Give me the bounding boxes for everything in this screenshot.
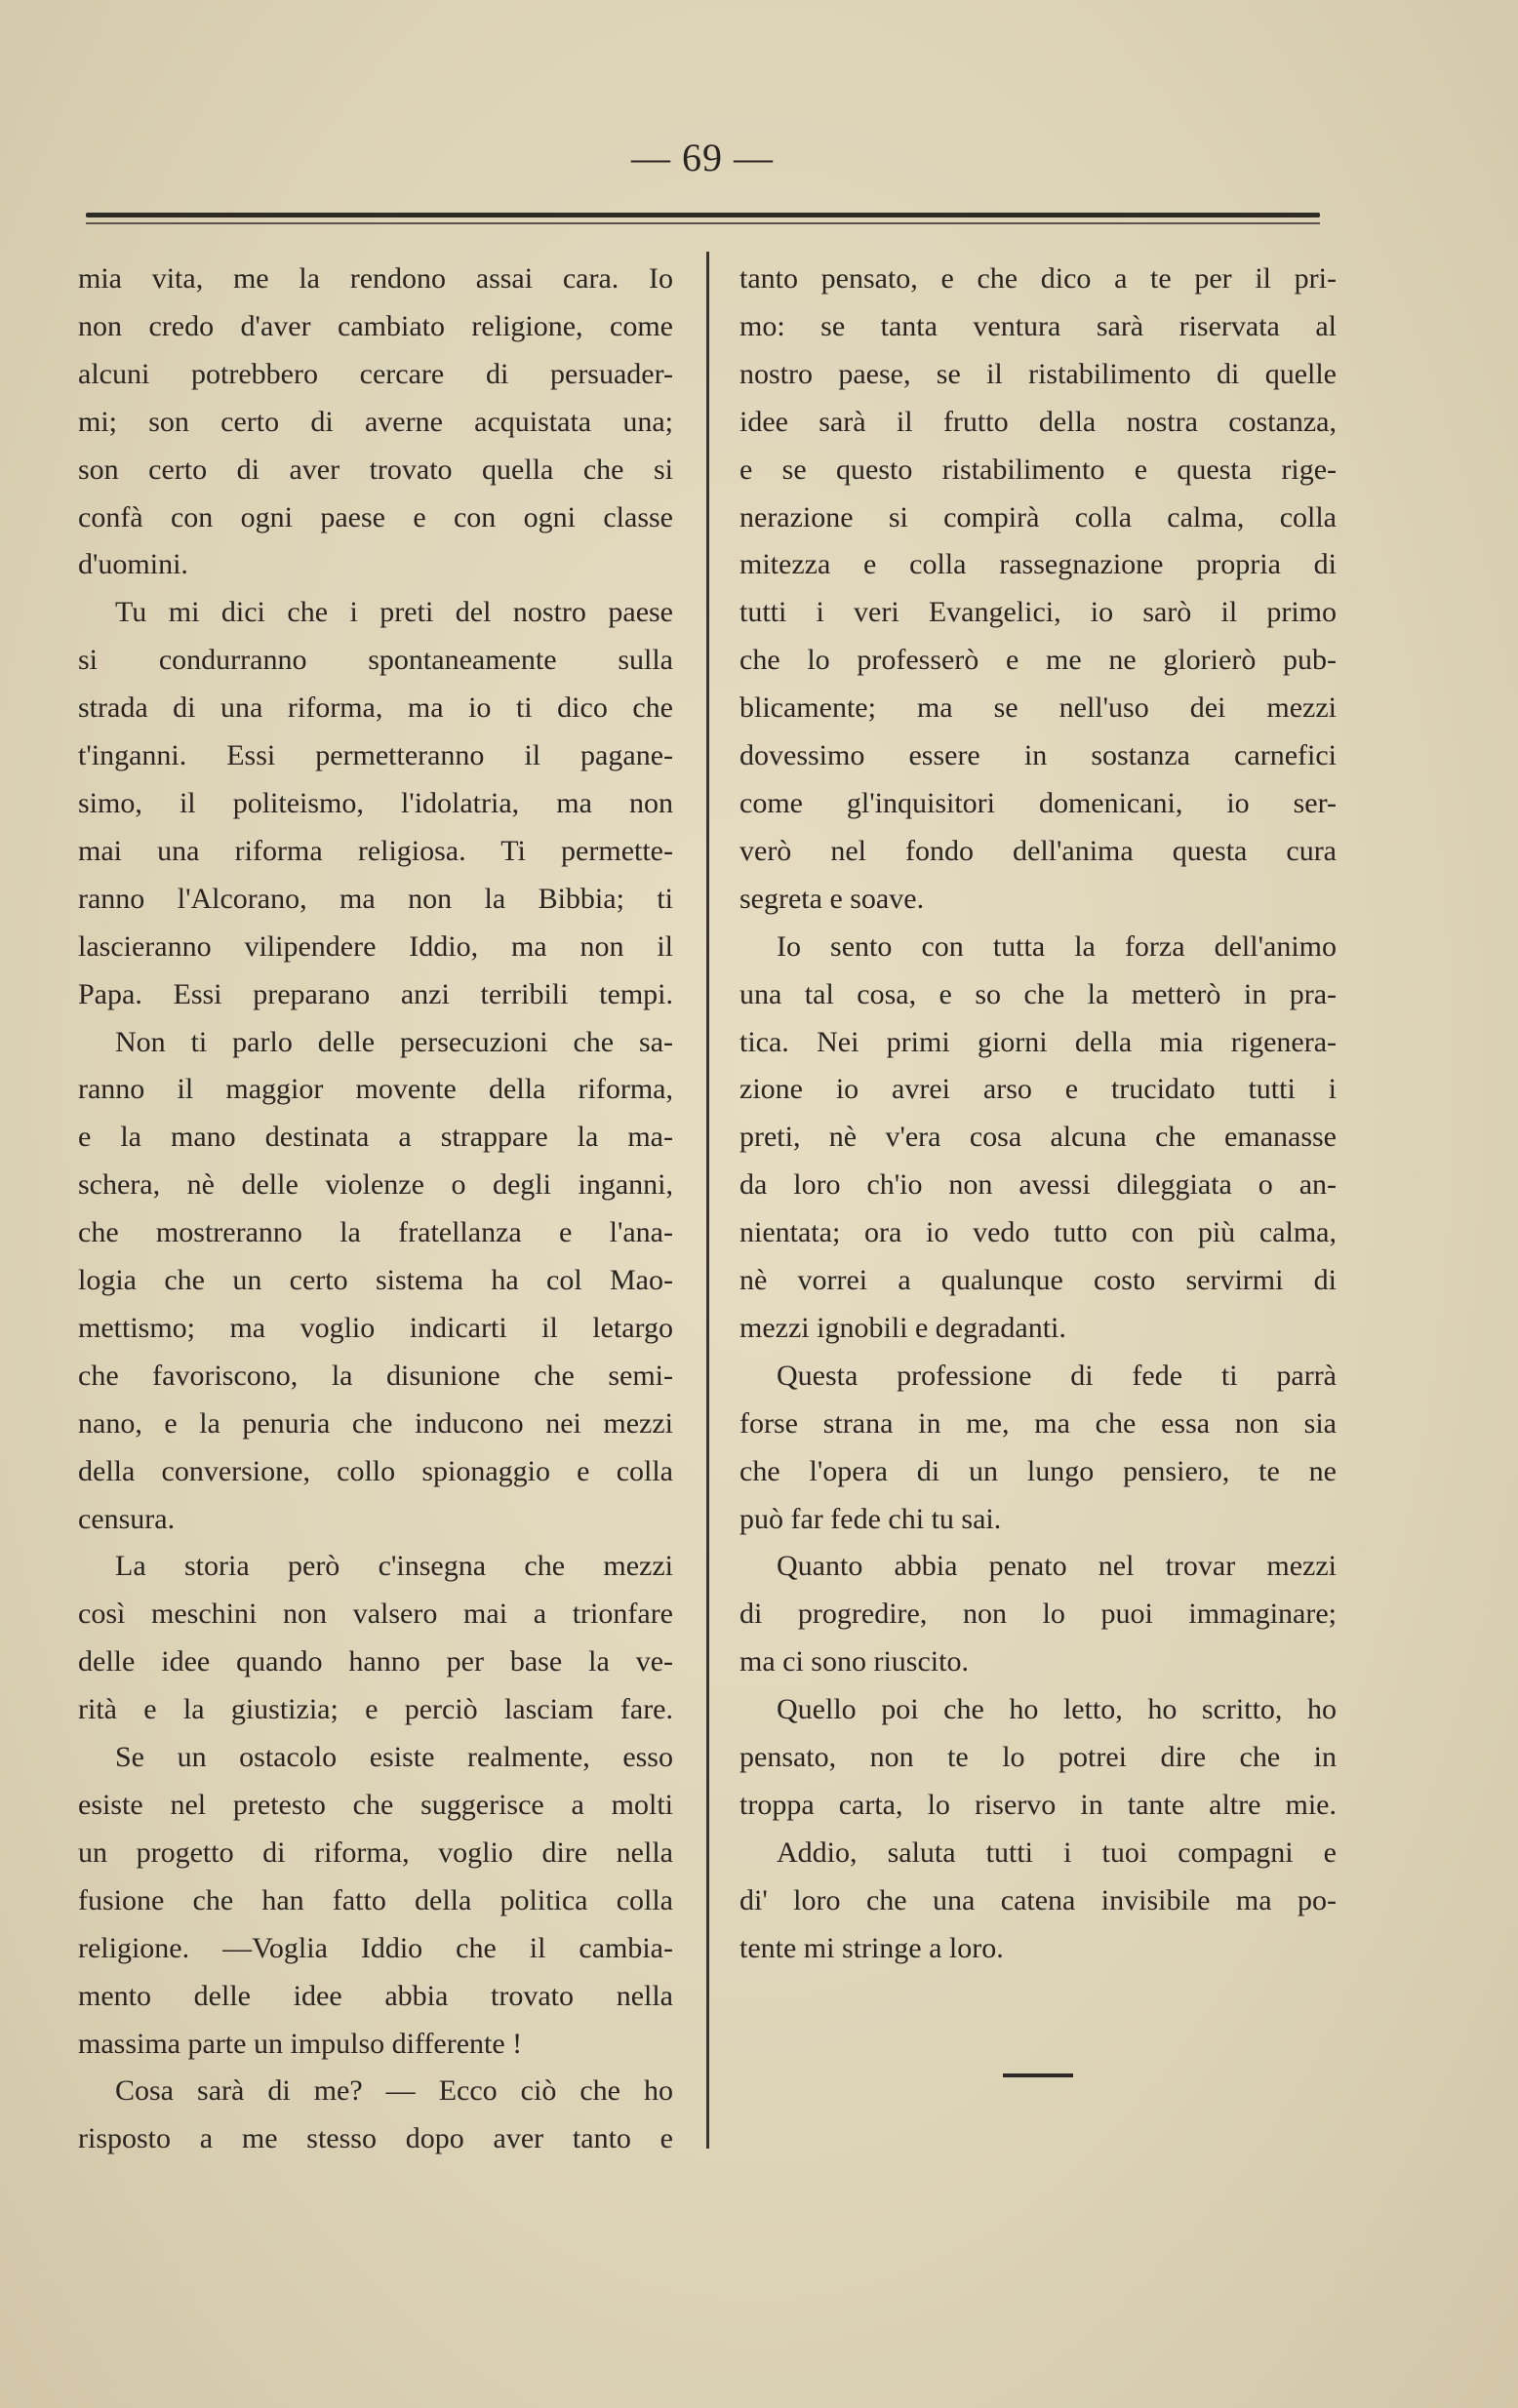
text-line: schera, nè delle violenze o degli inganni, xyxy=(78,1168,673,1202)
header-rule xyxy=(86,213,1320,217)
header-rule-thin xyxy=(86,222,1320,224)
text-line: mi; son certo di averne acquistata una; xyxy=(78,405,673,438)
text-line: che mostreranno la fratellanza e l'ana- xyxy=(78,1216,673,1249)
paragraph-start: Quanto abbia penato nel trovar mezzi xyxy=(777,1550,1337,1583)
paragraph-start: Io sento con tutta la forza dell'animo xyxy=(777,929,1337,963)
text-line: ranno l'Alcorano, ma non la Bibbia; ti xyxy=(78,882,673,915)
text-line: tica. Nei primi giorni della mia rigenera- xyxy=(739,1025,1337,1058)
right-column xyxy=(739,256,1337,1973)
text-line: delle idee quando hanno per base la ve- xyxy=(78,1645,673,1678)
paragraph-start: Tu mi dici che i preti del nostro paese xyxy=(115,596,673,629)
text-line: mia vita, me la rendono assai cara. Io xyxy=(78,262,673,295)
paragraph-start: Se un ostacolo esiste realmente, esso xyxy=(115,1741,673,1774)
text-line: logia che un certo sistema ha col Mao- xyxy=(78,1264,673,1297)
text-line: alcuni potrebbero cercare di persuader- xyxy=(78,357,673,390)
text-line: da loro ch'io non avessi dileggiata o an- xyxy=(739,1168,1337,1202)
text-line: religione. —Voglia Iddio che il cambia- xyxy=(78,1931,673,1964)
text-line: censura. xyxy=(78,1502,176,1535)
paragraph-start: Quello poi che ho letto, ho scritto, ho xyxy=(777,1693,1337,1726)
text-line: troppa carta, lo riservo in tante altre mie. xyxy=(739,1789,1337,1821)
text-line: mai una riforma religiosa. Ti permette- xyxy=(78,834,673,867)
text-line: forse strana in me, ma che essa non sia xyxy=(739,1406,1337,1440)
text-line: si condurranno spontaneamente sulla xyxy=(78,644,673,677)
text-line: nerazione si compirà colla calma, colla xyxy=(739,500,1337,533)
text-line: tutti i veri Evangelici, io sarò il primo xyxy=(739,596,1337,629)
closing-rule xyxy=(1003,2073,1073,2077)
text-line: può far fede chi tu sai. xyxy=(739,1502,1002,1535)
paragraph-start: Cosa sarà di me? — Ecco ciò che ho xyxy=(115,2074,673,2108)
text-line: zione io avrei arso e trucidato tutti i xyxy=(739,1073,1337,1106)
text-line: risposto a me stesso dopo aver tanto e xyxy=(78,2122,673,2155)
text-line: strada di una riforma, ma io ti dico che xyxy=(78,691,673,725)
text-line: che favoriscono, la disunione che semi- xyxy=(78,1359,673,1392)
text-line: nano, e la penuria che inducono nei mezzi xyxy=(78,1406,673,1440)
text-line: ma ci sono riuscito. xyxy=(739,1645,969,1678)
text-line: un progetto di riforma, voglio dire nella xyxy=(78,1836,673,1869)
text-line: e la mano destinata a strappare la ma- xyxy=(78,1121,673,1154)
text-line: nientata; ora io vedo tutto con più calma, xyxy=(739,1216,1337,1249)
left-column xyxy=(78,256,673,2163)
page-number: — 69 — xyxy=(631,136,774,179)
text-line: son certo di aver trovato quella che si xyxy=(78,453,673,486)
text-line: mitezza e colla rassegnazione propria di xyxy=(739,548,1337,581)
text-line: così meschini non valsero mai a trionfare xyxy=(78,1598,673,1631)
paragraph-start: Addio, saluta tutti i tuoi compagni e xyxy=(777,1836,1337,1869)
text-line: Papa. Essi preparano anzi terribili tempi. xyxy=(78,977,673,1010)
text-line: della conversione, collo spionaggio e colla xyxy=(78,1454,673,1487)
text-line: preti, nè v'era cosa alcuna che emanasse xyxy=(739,1121,1337,1154)
text-line: di' loro che una catena invisibile ma po- xyxy=(739,1883,1337,1916)
text-line: verò nel fondo dell'anima questa cura xyxy=(739,834,1337,867)
paragraph-start: La storia però c'insegna che mezzi xyxy=(115,1550,673,1583)
paragraph-start: Questa professione di fede ti parrà xyxy=(777,1359,1337,1392)
text-line: massima parte un impulso differente ! xyxy=(78,2027,523,2060)
text-line: che l'opera di un lungo pensiero, te ne xyxy=(739,1454,1337,1487)
text-line: come gl'inquisitori domenicani, io ser- xyxy=(739,786,1337,819)
text-line: tanto pensato, e che dico a te per il pri- xyxy=(739,262,1337,295)
text-line: lascieranno vilipendere Iddio, ma non il xyxy=(78,929,673,963)
text-line: una tal cosa, e so che la metterò in pra- xyxy=(739,977,1337,1010)
text-line: mezzi ignobili e degradanti. xyxy=(739,1311,1066,1344)
text-line: confà con ogni paese e con ogni classe xyxy=(78,500,673,533)
text-line: t'inganni. Essi permetteranno il pagane- xyxy=(78,739,673,772)
text-line: rità e la giustizia; e perciò lasciam fare. xyxy=(78,1693,673,1726)
text-line: mento delle idee abbia trovato nella xyxy=(78,1979,673,2012)
text-line: idee sarà il frutto della nostra costanza, xyxy=(739,405,1337,438)
text-line: non credo d'aver cambiato religione, come xyxy=(78,309,673,342)
paragraph-start: Non ti parlo delle persecuzioni che sa- xyxy=(115,1025,673,1058)
text-line: che lo professerò e me ne glorierò pub- xyxy=(739,644,1337,677)
column-divider xyxy=(706,252,709,2149)
text-line: di progredire, non lo puoi immaginare; xyxy=(739,1598,1337,1631)
text-line: mo: se tanta ventura sarà riservata al xyxy=(739,309,1337,342)
text-line: nostro paese, se il ristabilimento di quelle xyxy=(739,357,1337,390)
text-line: d'uomini. xyxy=(78,548,188,581)
text-line: segreta e soave. xyxy=(739,882,925,915)
text-line: e se questo ristabilimento e questa rige- xyxy=(739,453,1337,486)
text-line: nè vorrei a qualunque costo servirmi di xyxy=(739,1264,1337,1297)
text-line: simo, il politeismo, l'idolatria, ma non xyxy=(78,786,673,819)
text-line: blicamente; ma se nell'uso dei mezzi xyxy=(739,691,1337,725)
text-line: tente mi stringe a loro. xyxy=(739,1931,1004,1964)
text-line: mettismo; ma voglio indicarti il letargo xyxy=(78,1311,673,1344)
text-line: ranno il maggior movente della riforma, xyxy=(78,1073,673,1106)
text-line: pensato, non te lo potrei dire che in xyxy=(739,1741,1337,1774)
text-line: esiste nel pretesto che suggerisce a molti xyxy=(78,1789,673,1821)
text-line: dovessimo essere in sostanza carnefici xyxy=(739,739,1337,772)
text-line: fusione che han fatto della politica colla xyxy=(78,1883,673,1916)
